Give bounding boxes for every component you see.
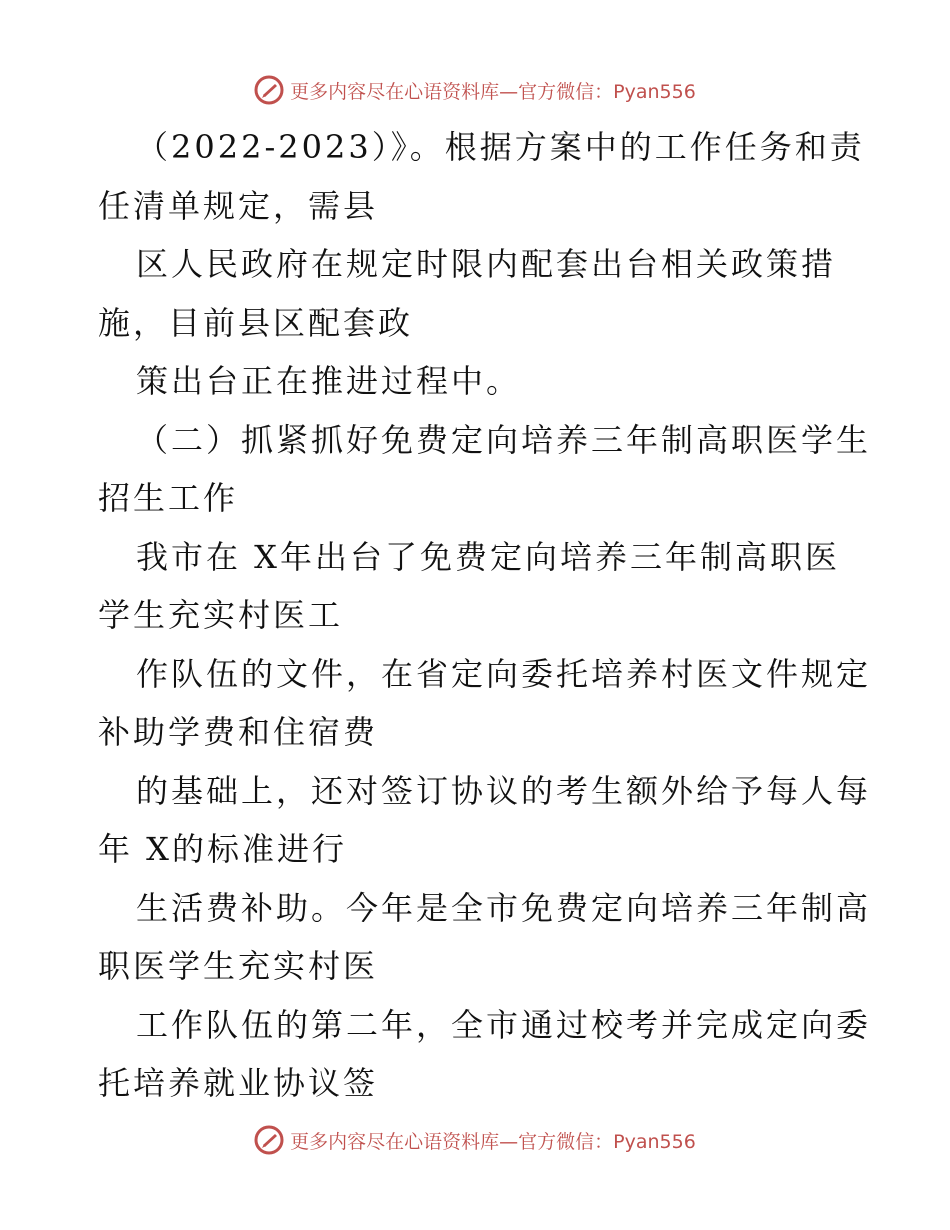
text-line: 我市在 X年出台了免费定向培养三年制高职医 (136, 537, 840, 576)
document-body (98, 118, 872, 1113)
text-line: 任清单规定，需县 (98, 186, 379, 225)
logo-icon (254, 75, 284, 105)
text-line: 学生充实村医工 (98, 596, 344, 634)
text-line: 招生工作 (98, 479, 239, 517)
logo-icon (254, 1125, 284, 1155)
watermark-text: 更多内容尽在心语资料库—官方微信：Pyan556 (290, 80, 696, 103)
footer-watermark (0, 1120, 950, 1160)
watermark-text: 更多内容尽在心语资料库—官方微信：Pyan556 (290, 1130, 696, 1153)
text-line: 补助学费和住宿费 (98, 713, 379, 751)
text-line: 生活费补助。今年是全市免费定向培养三年制高 (136, 888, 872, 927)
section-heading: （二）抓紧抓好免费定向培养三年制高职医学生 (136, 420, 872, 459)
text-line: 工作队伍的第二年，全市通过校考并完成定向委 (136, 1005, 872, 1044)
text-line: （2022-2023）》。根据方案中的工作任务和责 (136, 128, 865, 166)
text-line: 作队伍的文件，在省定向委托培养村医文件规定 (136, 654, 872, 693)
text-line: 的基础上，还对签订协议的考生额外给予每人每 (136, 771, 872, 810)
text-line: 托培养就业协议签 (98, 1064, 379, 1102)
text-line: 施，目前县区配套政 (98, 303, 414, 342)
text-line: 职医学生充实村医 (98, 947, 379, 985)
text-line: 年 X的标准进行 (98, 830, 347, 868)
text-line: 策出台正在推进过程中。 (136, 362, 522, 400)
text-line: 区人民政府在规定时限内配套出台相关政策措 (136, 245, 837, 283)
header-watermark (0, 70, 950, 110)
